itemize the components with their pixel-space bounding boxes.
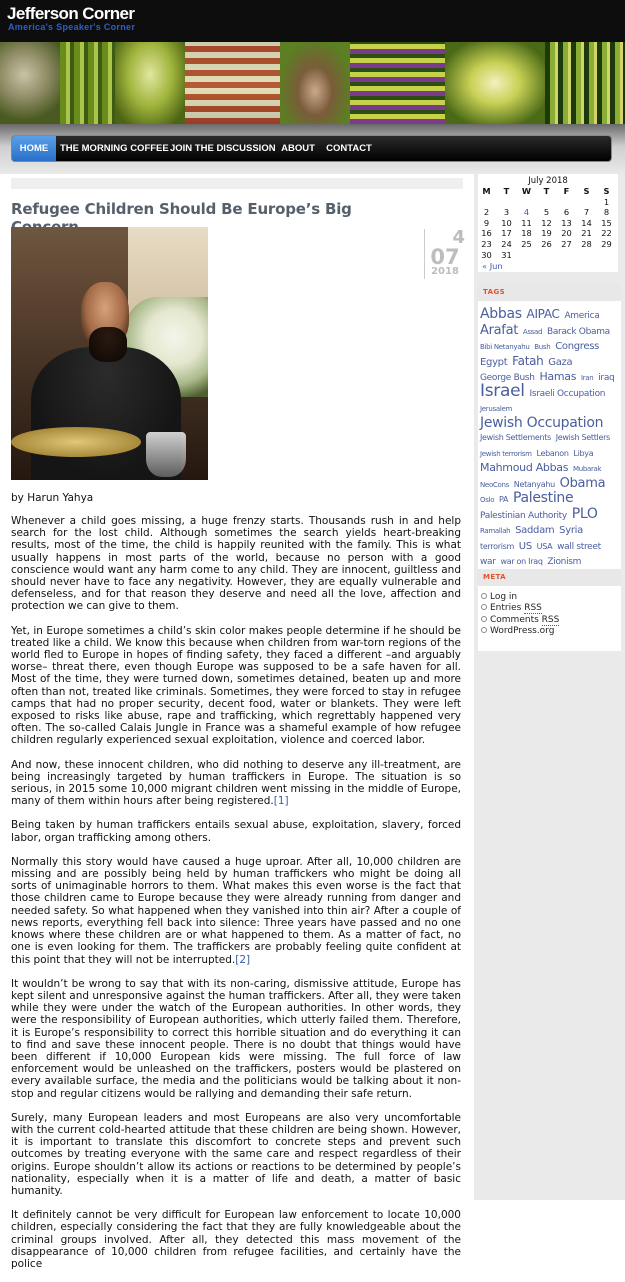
bullet-icon [481,604,487,610]
rss-abbr: RSS [541,614,560,625]
banner-segment [350,42,445,124]
footnote-ref-2[interactable]: [2] [235,953,251,966]
nav-about[interactable]: ABOUT [281,143,315,154]
calendar-day: 25 [521,238,532,249]
banner-crowd [445,42,545,124]
tag-bibi-netanyahu[interactable]: Bibi Netanyahu [480,343,530,351]
calendar-day: 28 [581,238,592,249]
tag-syria[interactable]: Syria [559,525,583,536]
tag-bush[interactable]: Bush [534,343,551,351]
image-person-beard [89,327,127,362]
post-body [11,515,461,1282]
tag-ramallah[interactable]: Ramallah [480,527,511,535]
calendar-day: 8 [603,207,610,218]
meta-link-wordpress-org[interactable]: WordPress.org [490,626,555,637]
image-tray [11,427,141,457]
tag-jerusalem[interactable]: Jerusalem [480,405,512,413]
calendar-day: 14 [581,217,592,228]
meta-link-comments-rss[interactable]: Comments RSS [490,614,560,625]
calendar-day: 17 [501,228,512,239]
tag-saddam[interactable]: Saddam [515,525,555,536]
tag-zionism[interactable]: Zionism [547,557,582,567]
tag-israeli-occupation[interactable]: Israeli Occupation [529,388,606,399]
tag-jewish-terrorism[interactable]: Jewish terrorism [480,449,532,458]
banner-segment [60,42,115,124]
tag-barack-obama[interactable]: Barack Obama [546,326,610,337]
tag-mubarak[interactable]: Mubarak [572,465,602,473]
tag-obama[interactable]: Obama [559,475,606,491]
tag-george-bush[interactable]: George Bush [480,373,535,383]
tag-congress[interactable]: Congress [555,341,600,352]
post-title[interactable]: Refugee Children Should Be Europe’s Big [11,200,352,218]
calendar-week-row [478,228,618,239]
calendar-weekday: F [563,186,570,196]
calendar-day: 31 [501,249,512,260]
post-paragraph: Surely, many European leaders and most Europeans are also very uncomfortable with the current cold-hearted attitude that these children are being shown. However, it is important to translate this discomfort to concrete steps and prevent such outcomes by treating everyone with the same care and respect regardless of their origins. Europe shouldn’t allow its actions or reactions to be determined by people’s nationality, especially when it is a matter of life and death, a matter of basic humanity. [11,1111,461,1197]
tag-neocons[interactable]: NeoCons [480,480,509,489]
tags-heading: TAGS [478,284,621,301]
sidebar [474,174,625,1200]
post-paragraph [11,856,461,966]
tag-jewish-occupation[interactable]: Jewish Occupation [480,414,604,431]
tag-war-on-iraq[interactable]: war on Iraq [500,557,543,566]
tag-mahmoud-abbas[interactable]: Mahmoud Abbas [480,461,569,474]
nav-home[interactable]: HOME [12,136,56,161]
nav-contact[interactable]: CONTACT [326,143,372,154]
tag-oslo[interactable]: Oslo [480,496,495,504]
tag-plo[interactable]: PLO [571,505,598,522]
nav-zone [0,124,625,174]
calendar-widget [478,174,618,272]
calendar-week-row [478,197,618,208]
post-date-year: 2018 [431,266,459,277]
calendar-weekday: S [603,186,610,196]
meta-link-entries-rss[interactable]: Entries RSS [490,603,542,614]
calendar-day: 29 [601,238,612,249]
image-glass [146,432,186,477]
post-paragraph [11,759,461,808]
calendar-day: 10 [501,217,512,228]
tag-libya[interactable]: Libya [573,448,594,458]
calendar-day: 19 [541,228,552,239]
calendar-day: 11 [521,217,532,228]
tag-gaza[interactable]: Gaza [548,356,573,368]
post-paragraph: Yet, in Europe sometimes a child’s skin color makes people determine if he should be treated like a child. We know this because when children from war-torn regions of the world fled to Europe in hopes of finding safety, they faced a different –and arguably worse– threat there, even though Europe was supposed to be a safe haven for all. Most of the time, they were turned down, sometimes detained, beaten up and more often than not, treated like criminals. Sometimes, they were forced to stay in refugee camps that had no proper security, decent food, water or blankets. They were left exposed to risks like abuse, rape and trafficking, which regrettably happened very often. The so-called Calais Jungle in France was a shameful example of how refugee children regularly experienced sexual exploitation, violence and coerced labor. [11,624,461,747]
post-paragraph: Whenever a child goes missing, a huge frenzy starts. Thousands rush in and help search for the lost child. Although sometimes the search yields heart-breaking results, most of the time, the child is happily reunited with the family. This is what usually happens in most parts of the world, because no person with a good conscience would want any harm come to any child. They are innocent, guiltless and should never have to face any negativity. However, they are equally vulnerable and defenseless, and for that reason they deserve and need all the love, affection and protection we can give to them. [11,515,461,613]
tag-usa[interactable]: USA [536,541,553,551]
meta-heading: META [478,569,621,586]
header-banner-image [0,42,625,124]
tag-palestine[interactable]: Palestine [512,490,574,506]
meta-widget [478,569,621,651]
calendar-weekday: S [583,186,590,196]
nav-join-the-discussion[interactable]: JOIN THE DISCUSSION [170,143,276,154]
tag-wall-street[interactable]: wall street [557,541,601,552]
bullet-icon [481,593,487,599]
tag-iraq[interactable]: iraq [598,373,615,383]
meta-link-log-in[interactable]: Log in [490,592,518,602]
site-tagline: America's Speaker's Corner [8,22,136,32]
bullet-icon [481,627,487,633]
calendar-weekday: W [521,186,532,196]
post-paragraph: It wouldn’t be wrong to say that with its non-caring, dismissive attitude, Europe has kept silent and unresponsive against the human traffickers. After all, they were taken while they were under the watch of the European authorities. In other words, they were the responsibility of European authorities, which utterly failed them. Therefore, it is Europe’s responsibility to correct this horrible situation and do everything it can to find and save these innocent people. There is no doubt that things would have been different if 10,000 European kids were missing. The full force of law enforcement would be unleashed on the traffickers, posters would be plastered on every available surface, the media and the politicians would be talking about it non-stop and regular citizens would be rallying and demanding their safe return. [11,977,461,1100]
bullet-icon [481,616,487,622]
nav-the-morning-coffee[interactable]: THE MORNING COFFEE [60,143,169,154]
post-paragraph-text: And now, these innocent children, who did nothing to deserve any ill-treatment, are being increasingly targeted by human traffickers in Europe. The situation is so serious, in 2015 some 10,000 migrant children went missing in the middle of Europe, many of them within hours after being registered. [11,758,461,808]
tag-iran[interactable]: Iran [580,374,594,382]
calendar-week-row [478,207,618,218]
tag-egypt[interactable]: Egypt [480,356,508,368]
banner-segment [545,42,625,124]
main-nav [11,135,612,162]
tag-palestinian-authority[interactable]: Palestinian Authority [480,510,567,521]
calendar-day: 9 [483,217,490,228]
footnote-ref-1[interactable]: [1] [273,795,289,808]
post-byline: by Harun Yahya [11,492,94,504]
tag-fatah[interactable]: Fatah [512,353,544,368]
banner-speaker [280,42,350,124]
tag-abbas[interactable]: Abbas [480,306,522,322]
post-date [424,229,464,279]
post-date-day: 4 [452,227,465,248]
calendar-day: 3 [503,207,510,218]
meta-item-comments-rss [481,615,619,626]
calendar-day: 13 [561,217,572,228]
main-content [0,174,474,1270]
meta-item-log-in [481,592,619,603]
calendar-day: 16 [481,228,492,239]
calendar-weekday: T [503,186,510,196]
calendar-day: 24 [501,238,512,249]
tag-jewish-settlements[interactable]: Jewish Settlements [480,433,551,442]
site-title[interactable]: Jefferson Corner [7,4,135,23]
meta-list [481,592,619,638]
calendar-weekday: T [543,186,550,196]
calendar-day: 26 [541,238,552,249]
calendar-day: 30 [481,249,492,260]
tag-terrorism[interactable]: terrorism [480,541,514,551]
calendar-week-row [478,250,618,261]
calendar-day-link[interactable]: 4 [523,207,530,218]
calendar-caption: July 2018 [528,176,568,186]
banner-jefferson-portrait [0,42,60,124]
calendar-day: 21 [581,228,592,239]
calendar-day: 5 [543,207,550,218]
tag-israel[interactable]: Israel [480,380,525,401]
tag-netanyahu[interactable]: Netanyahu [513,479,555,489]
rss-abbr: RSS [524,603,542,614]
meta-item-entries-rss [481,603,619,614]
tag-war[interactable]: war [480,557,496,567]
tag-cloud [480,307,620,569]
calendar-week-row [478,239,618,250]
tag-assad[interactable]: Assad [522,327,543,336]
calendar-day: 15 [601,217,612,228]
tag-arafat[interactable]: Arafat [480,322,519,338]
calendar-day: 22 [601,228,612,239]
content-top-rule [11,178,463,189]
post-paragraph: Being taken by human traffickers entails sexual abuse, exploitation, slavery, forced labor, organ trafficking among others. [11,819,461,844]
calendar-day: 23 [481,238,492,249]
post-paragraph: It definitely cannot be very difficult for European law enforcement to locate 10,000 children, especially considering the fact that they are fully knowledgeable about the criminal groups involved. After all, they detected this mass movement of the disappearance of 10,000 children from refugee facilities, and certainly have the police [11,1209,461,1270]
site-header [0,0,625,42]
calendar-weekday-row [478,186,618,197]
calendar-weekday: M [482,186,491,196]
tags-widget [478,284,621,594]
calendar-day: 2 [483,207,490,218]
calendar-day: 18 [521,228,532,239]
tag-pa[interactable]: PA [498,495,509,504]
calendar-day: 12 [541,217,552,228]
calendar-day: 7 [583,207,590,218]
calendar-day: 1 [603,196,610,207]
calendar-day: 27 [561,238,572,249]
tag-aipac[interactable]: AIPAC [526,307,560,321]
tag-lebanon[interactable]: Lebanon [536,448,569,458]
calendar-prev-month-link[interactable]: « Jun [482,261,503,272]
calendar-day: 6 [563,207,570,218]
calendar-week-row [478,218,618,229]
tag-hamas[interactable]: Hamas [539,370,577,383]
banner-segment [115,42,185,124]
post-date-month: 07 [430,245,460,269]
tag-us[interactable]: US [518,540,532,552]
post-paragraph-text: Normally this story would have caused a huge uproar. After all, 10,000 children are missing and are possibly being held by human traffickers who might be doing all sorts of unimaginable horrors to them. What makes this even worse is the fact that those children came to Europe because they were already running from danger and needed safety. So what happened when they vanished into thin air? After a couple of news reports, everything fell back into silence: Three years have passed and no one knows where these children are or what happened to them. As a matter of fact, no one is even looking for them. The traffickers are probably feeling quite confident at this point that they will not be interrupted. [11,855,461,966]
banner-flag [185,42,280,124]
tag-jewish-settlers[interactable]: Jewish Settlers [555,433,610,442]
calendar-grid [478,186,618,260]
post-featured-image [11,227,208,480]
tag-america[interactable]: America [564,311,600,321]
meta-item-wordpress-org [481,626,619,637]
calendar-day: 20 [561,228,572,239]
